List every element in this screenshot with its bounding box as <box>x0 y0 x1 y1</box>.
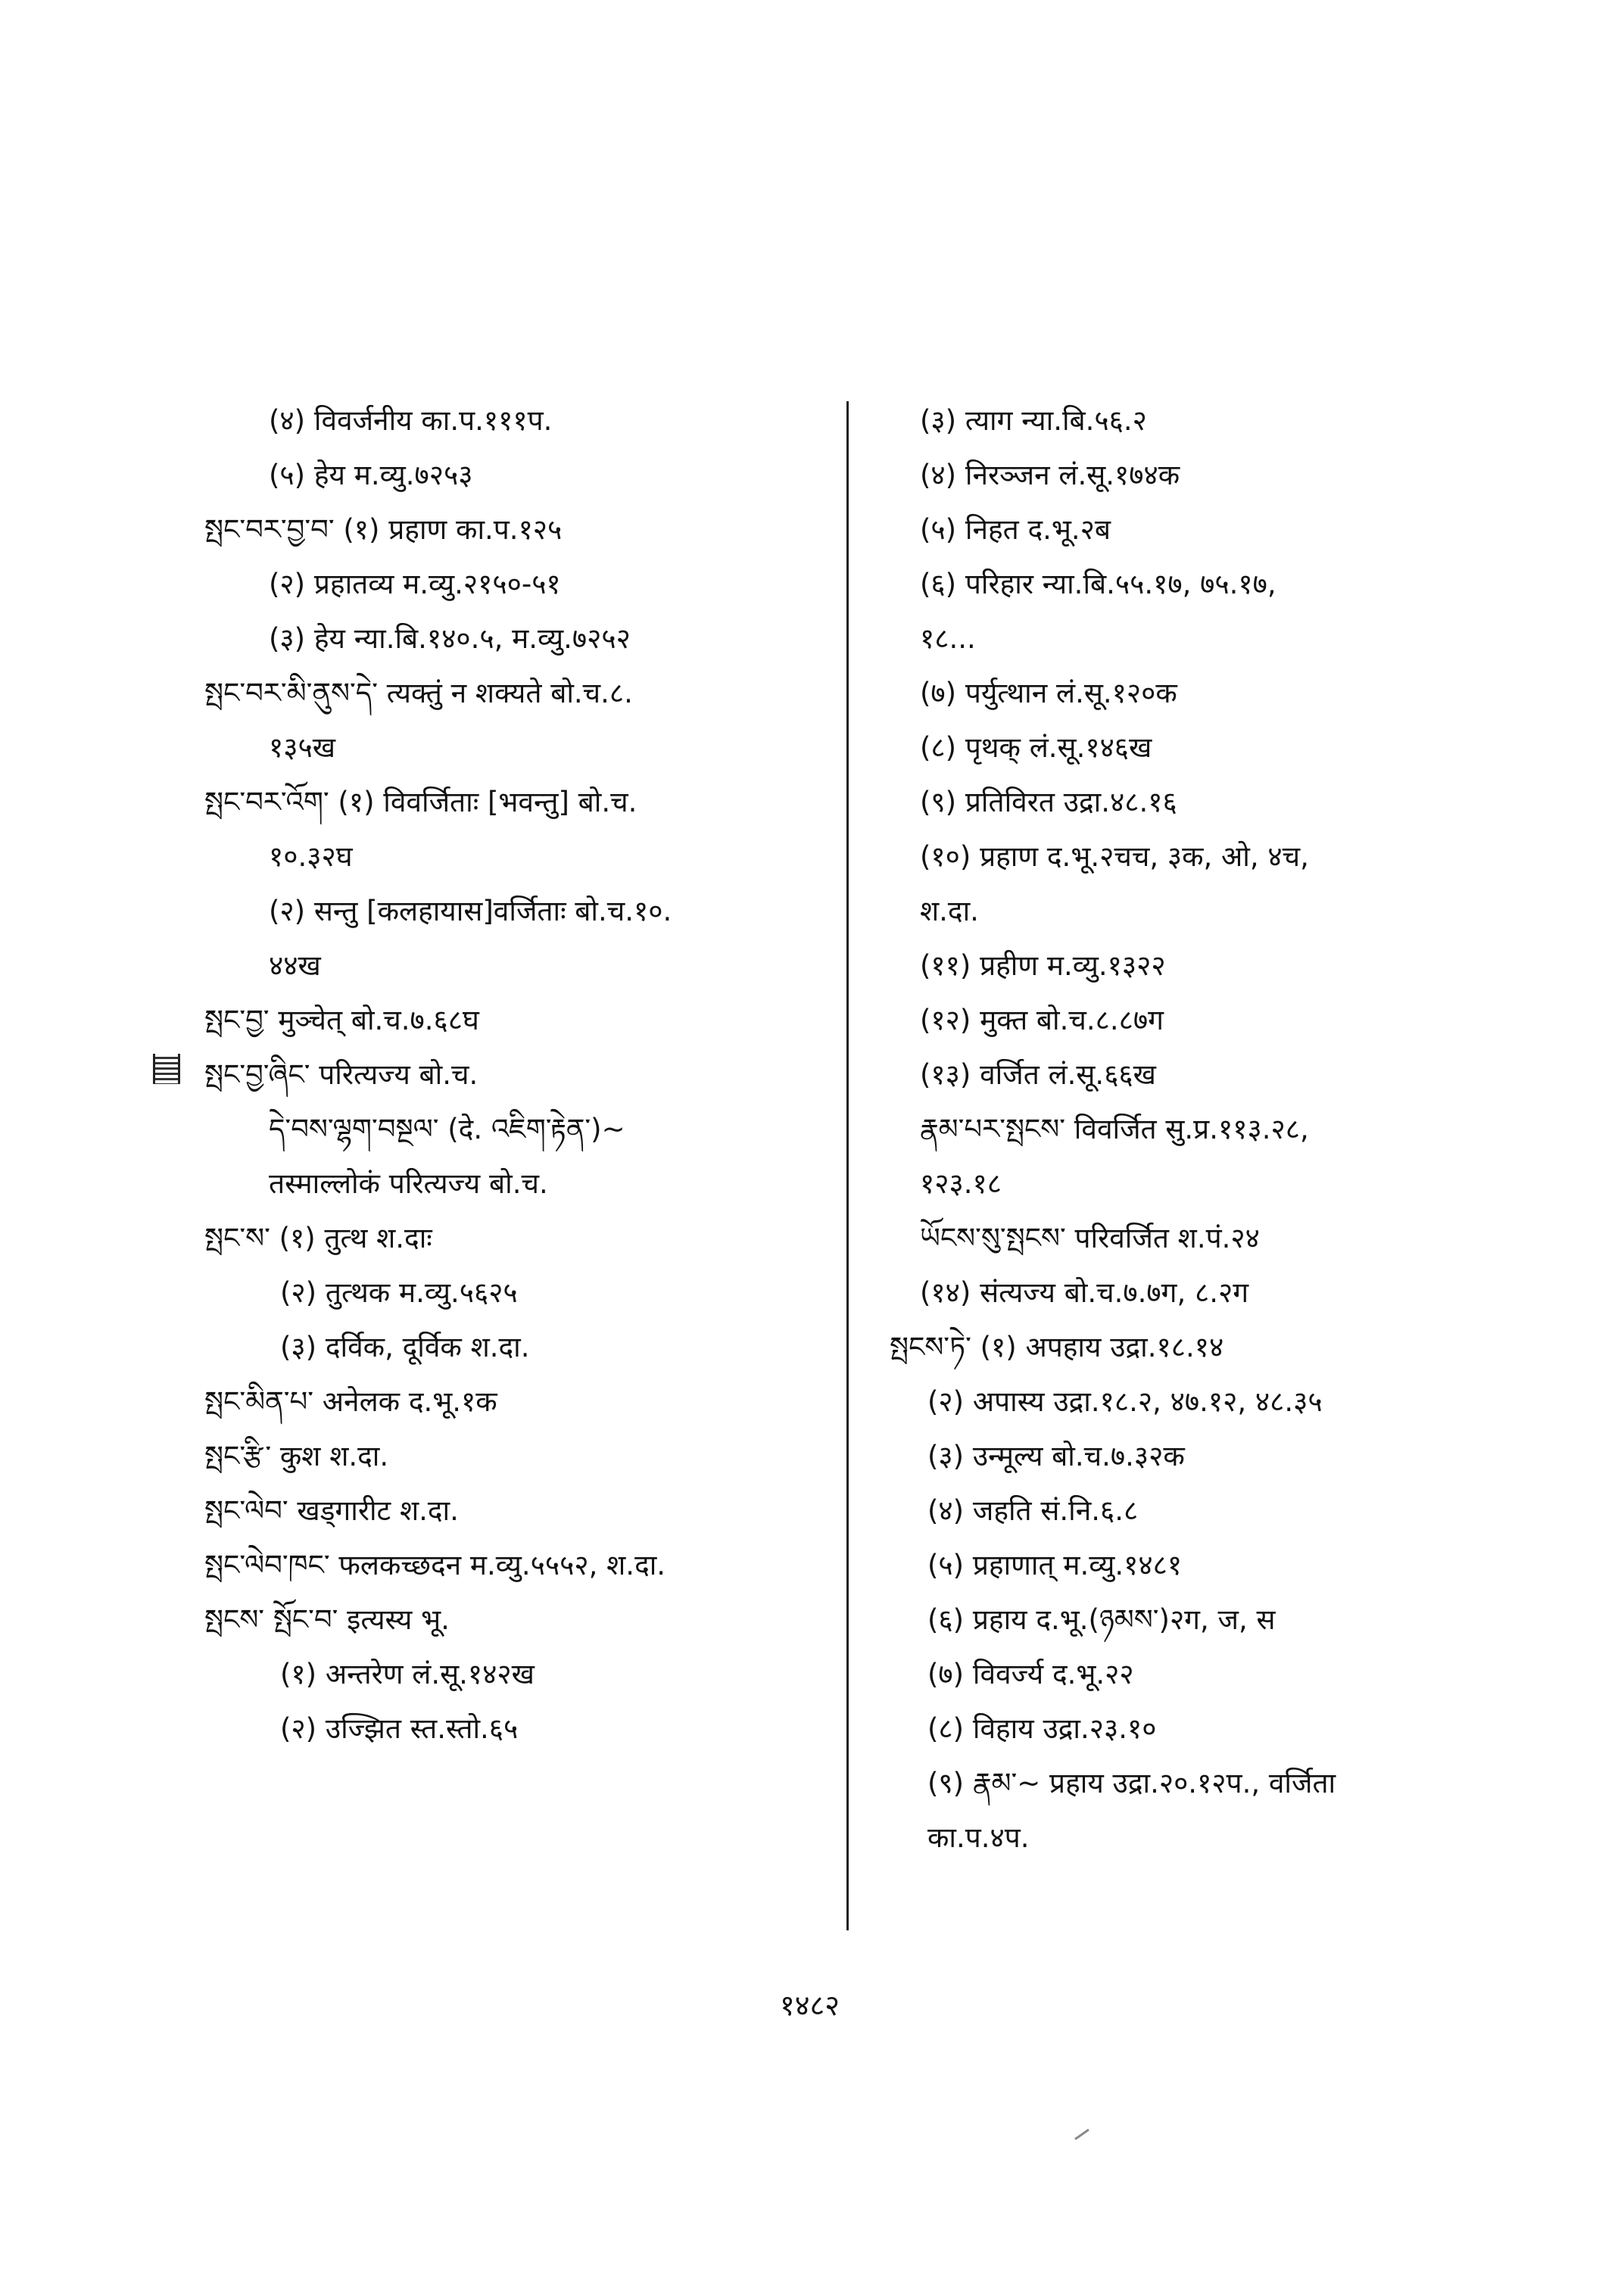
entry-line: ४४ख <box>269 949 321 982</box>
entry-line: (३) दर्विक, दूर्विक श.दा. <box>280 1331 530 1363</box>
margin-marker-icon <box>153 1054 180 1084</box>
entry-line: སྤང་རྩི་ कुश श.दा. <box>204 1440 389 1472</box>
entry-line: སྤངས་ཏེ་ (१) अपहाय उद्रा.१८.१४ <box>890 1331 1224 1363</box>
entry-line: (७) विवर्ज्य द.भू.२२ <box>927 1658 1134 1690</box>
entry-line: तस्माल्लोकं परित्यज्य बो.च. <box>269 1167 548 1200</box>
entry-line: (२) उज्झित स्त.स्तो.६५ <box>280 1712 519 1745</box>
entry-line: དེ་བས་ལྷག་བསྔལ་ (दे. འཇིག་རྟེན་)~ <box>269 1113 625 1145</box>
right-column <box>890 394 1495 1865</box>
entry-line: (८) पृथक् लं.सू.१४६ख <box>920 731 1152 764</box>
entry-line: (५) हेय म.व्यु.७२५३ <box>269 459 473 491</box>
entry-line: ཡོངས་སུ་སྤངས་ परिवर्जित श.पं.२४ <box>920 1222 1260 1254</box>
entry-line: १०.३२घ <box>269 840 353 873</box>
entry-line: का.प.४प. <box>927 1821 1030 1854</box>
entry-line: (५) निहत द.भू.२ब <box>920 513 1111 546</box>
entry-line: (६) परिहार न्या.बि.५५.१७, ७५.१७, <box>920 568 1276 600</box>
entry-line: (२) सन्तु [कलहायास]वर्जिताः बो.च.१०. <box>269 895 672 927</box>
entry-line: १३५ख <box>269 731 335 764</box>
entry-line: སྤང་ལེབ་ खड्गारीट श.दा. <box>204 1494 459 1527</box>
entry-line: སྤངས་ སྤོང་བ་ इत्यस्य भू. <box>204 1603 450 1636</box>
entry-line: (१४) संत्यज्य बो.च.७.७ग, ८.२ग <box>920 1276 1249 1309</box>
entry-line: (२) तुत्थक म.व्यु.५६२५ <box>280 1276 518 1309</box>
entry-line: (१) अन्तरेण लं.सू.१४२ख <box>280 1658 535 1690</box>
entry-line: (१२) मुक्त बो.च.८.८७ग <box>920 1004 1164 1036</box>
page-number: १४८२ <box>780 1989 840 2022</box>
column-divider <box>846 401 849 1930</box>
entry-line: (१०) प्रहाण द.भू.२चच, ३क, ओ, ४च, <box>920 840 1309 873</box>
entry-line: (२) प्रहातव्य म.व्यु.२१५०-५१ <box>269 568 561 600</box>
entry-line: श.दा. <box>920 895 979 927</box>
entry-line: སྤང་བྱ་ཞིང་ परित्यज्य बो.च. <box>204 1058 478 1091</box>
entry-line: (४) विवर्जनीय का.प.१११प. <box>269 404 553 437</box>
entry-line: སྤང་བྱ་ मुञ्चेत् बो.च.७.६८घ <box>204 1004 479 1036</box>
entry-line: (१३) वर्जित लं.सू.६६ख <box>920 1058 1156 1091</box>
entry-line: (३) हेय न्या.बि.१४०.५, म.व्यु.७२५२ <box>269 622 631 655</box>
entry-line: (५) प्रहाणात् म.व्यु.१४८१ <box>927 1549 1183 1581</box>
entry-line: (९) རྣམ་~ प्रहाय उद्रा.२०.१२प., वर्जिता <box>927 1767 1336 1799</box>
left-column <box>204 394 833 1756</box>
entry-line: (७) पर्युत्थान लं.सू.१२०क <box>920 677 1177 709</box>
entry-line: (३) त्याग न्या.बि.५६.२ <box>920 404 1147 437</box>
entry-line: (८) विहाय उद्रा.२३.१० <box>927 1712 1157 1745</box>
entry-line: (३) उन्मूल्य बो.च.७.३२क <box>927 1440 1185 1472</box>
entry-line: རྣམ་པར་སྤངས་ विवर्जित सु.प्र.११३.२८, <box>920 1113 1309 1145</box>
entry-line: སྤང་བར་བྱ་བ་ (१) प्रहाण का.प.१२५ <box>204 513 563 546</box>
entry-line: (४) निरञ्जन लं.सू.१७४क <box>920 459 1180 491</box>
entry-line: (९) प्रतिविरत उद्रा.४८.१६ <box>920 786 1177 818</box>
entry-line: སྤང་མིན་པ་ अनेलक द.भू.१क <box>204 1385 497 1418</box>
entry-line: (११) प्रहीण म.व्यु.१३२२ <box>920 949 1166 982</box>
entry-line: (२) अपास्य उद्रा.१८.२, ४७.१२, ४८.३५ <box>927 1385 1323 1418</box>
entry-line: (४) जहति सं.नि.६.८ <box>927 1494 1139 1527</box>
entry-line: སྤང་ས་ (१) तुत्थ श.दाः <box>204 1222 432 1254</box>
entry-line: (६) प्रहाय द.भू.(ཉམས་)२ग, ज, स <box>927 1603 1276 1636</box>
entry-line: १८... <box>920 622 976 655</box>
entry-line: སྤང་བར་འོག་ (१) विवर्जिताः [भवन्तु] बो.च. <box>204 786 637 818</box>
scan-speck <box>1074 2129 1089 2140</box>
entry-line: १२३.१८ <box>920 1167 1002 1200</box>
entry-line: སྤང་ལེབ་ཁང་ फलकच्छदन म.व्यु.५५५२, श.दा. <box>204 1549 666 1581</box>
entry-line: སྤང་བར་མི་ནུས་དེ་ त्यक्तुं न शक्यते बो.च.८. <box>204 677 633 709</box>
